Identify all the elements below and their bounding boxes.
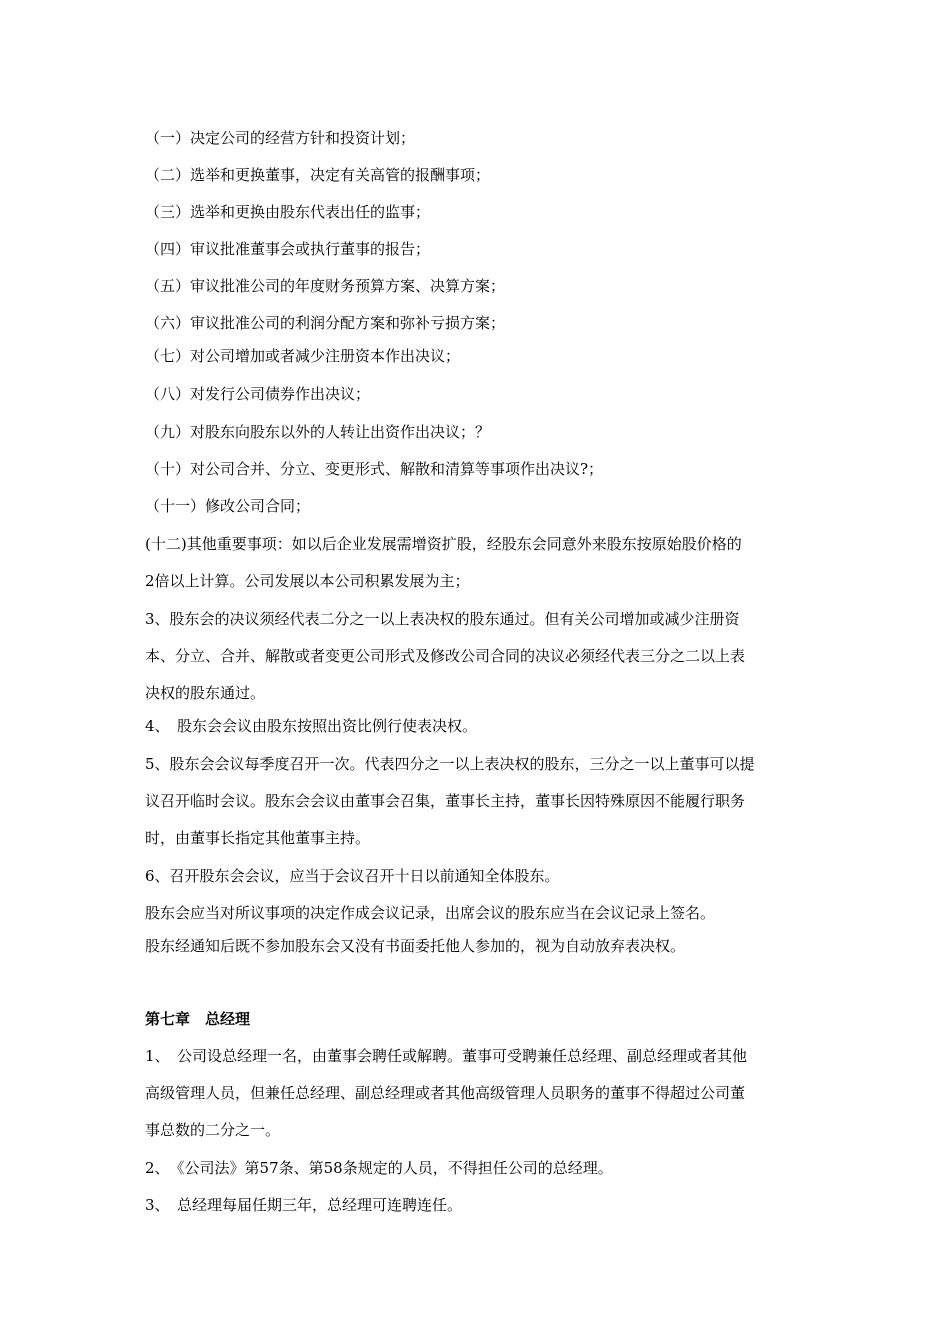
clause-5-line-2: 议召开临时会议。股东会会议由董事会召集，董事长主持，董事长因特殊原因不能履行职务 <box>145 792 746 810</box>
article-item-6: （六）审议批准公司的利润分配方案和弥补亏损方案； <box>145 314 506 332</box>
article-item-7: （七）对公司增加或者减少注册资本作出决议； <box>145 347 461 365</box>
chapter-clause-3: 3、 总经理每届任期三年，总经理可连聘连任。 <box>145 1196 463 1214</box>
clause-6: 6、召开股东会会议，应当于会议召开十日以前通知全体股东。 <box>145 867 560 885</box>
article-item-4: （四）审议批准董事会或执行董事的报告； <box>145 240 431 258</box>
article-item-9: （九）对股东向股东以外的人转让出资作出决议；？ <box>145 423 491 441</box>
waiver-note: 股东经通知后既不参加股东会又没有书面委托他人参加的，视为自动放弃表决权。 <box>145 937 686 955</box>
clause-3-line-2: 本、分立、合并、解散或者变更公司形式及修改公司合同的决议必须经代表三分之二以上表 <box>145 647 746 665</box>
clause-5-line-3: 时，由董事长指定其他董事主持。 <box>145 829 371 847</box>
chapter-clause-1-line-1: 1、 公司设总经理一名，由董事会聘任或解聘。董事可受聘兼任总经理、副总经理或者其他 <box>145 1047 748 1065</box>
chapter-clause-2: 2、 《公司法》第57条、第58条规定的人员，不得担任公司的总经理。 <box>145 1159 613 1177</box>
clause-3-line-1: 3、股东会的决议须经代表二分之一以上表决权的股东通过。但有关公司增加或减少注册资 <box>145 610 740 628</box>
article-item-10: （十）对公司合并、分立、变更形式、解散和清算等事项作出决议?； <box>145 460 604 478</box>
article-item-12-cont: 2倍以上计算。公司发展以本公司积累发展为主； <box>145 572 470 590</box>
article-item-3: （三）选举和更换由股东代表出任的监事； <box>145 203 431 221</box>
chapter-clause-1-line-3: 事总数的二分之一。 <box>145 1121 281 1139</box>
article-item-2: （二）选举和更换董事，决定有关高管的报酬事项； <box>145 166 491 184</box>
meeting-record-note: 股东会应当对所议事项的决定作成会议记录，出席会议的股东应当在会议记录上签名。 <box>145 904 716 922</box>
article-item-11: （十一）修改公司合同； <box>145 497 311 515</box>
chapter-heading: 第七章 总经理 <box>145 1010 251 1028</box>
article-item-12: (十二)其他重要事项：如以后企业发展需增资扩股，经股东会同意外来股东按原始股价格的 <box>145 535 742 553</box>
clause-5-line-1: 5、股东会会议每季度召开一次。代表四分之一以上表决权的股东，三分之一以上董事可以提 <box>145 755 755 773</box>
clause-3-line-3: 决权的股东通过。 <box>145 684 266 702</box>
article-item-1: （一）决定公司的经营方针和投资计划； <box>145 129 416 147</box>
clause-4: 4、 股东会会议由股东按照出资比例行使表决权。 <box>145 717 478 735</box>
article-item-8: （八）对发行公司债券作出决议； <box>145 385 371 403</box>
chapter-clause-1-line-2: 高级管理人员，但兼任总经理、副总经理或者其他高级管理人员职务的董事不得超过公司董 <box>145 1084 746 1102</box>
article-item-5: （五）审议批准公司的年度财务预算方案、决算方案； <box>145 277 506 295</box>
